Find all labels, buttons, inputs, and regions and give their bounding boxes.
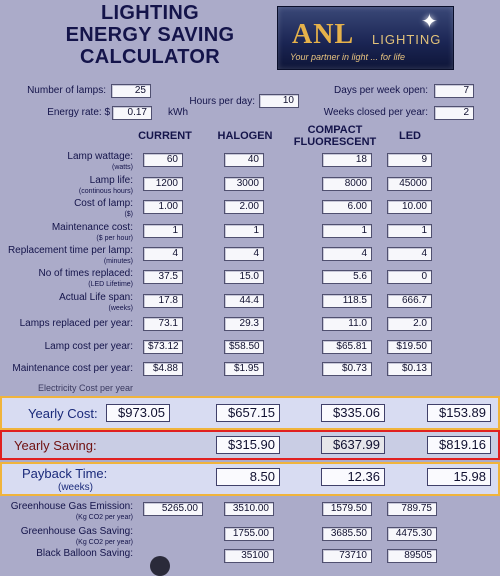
- column-header-current: CURRENT: [138, 130, 192, 142]
- row-value-field[interactable]: 1: [224, 224, 264, 238]
- row-value-field: 15.0: [224, 270, 264, 284]
- weeks-closed-input[interactable]: 2: [434, 106, 474, 120]
- row-label: [0, 268, 133, 290]
- title-line-3: CALCULATOR: [79, 46, 221, 68]
- row-value-field: $0.13: [387, 362, 432, 376]
- number-of-lamps-input[interactable]: 25: [111, 84, 151, 98]
- row-label-text: Lamp life:: [89, 175, 133, 186]
- yearly-saving-halogen: $315.90: [216, 436, 280, 454]
- title-line-2: ENERGY SAVING: [65, 24, 235, 46]
- row-label-unit: ($ per hour): [96, 235, 133, 242]
- emission-value-field: 89505: [387, 549, 437, 563]
- weeks-closed-label: Weeks closed per year:: [323, 107, 428, 118]
- title-line-1: LIGHTING: [101, 2, 199, 24]
- row-value-field[interactable]: 40: [224, 153, 264, 167]
- hours-per-day-label: Hours per day:: [189, 96, 255, 107]
- row-value-field[interactable]: 1.00: [143, 200, 183, 214]
- row-label-text: Lamp cost per year:: [44, 341, 133, 352]
- row-value-field[interactable]: 1: [143, 224, 183, 238]
- row-label-text: Lamp wattage:: [67, 151, 133, 162]
- row-label-text: Maintenance cost:: [51, 222, 133, 233]
- row-value-field: $65.81: [322, 340, 372, 354]
- column-header-cfl: COMPACT FLUORESCENT: [293, 124, 377, 148]
- row-value-field: 17.8: [143, 294, 183, 308]
- row-value-field[interactable]: 1200: [143, 177, 183, 191]
- row-value-field: 0: [387, 270, 432, 284]
- row-value-field: $4.88: [143, 362, 183, 376]
- emission-value-field: 789.75: [387, 502, 437, 516]
- row-label-text: Maintenance cost per year:: [12, 363, 133, 374]
- yearly-cost-current: $973.05: [106, 404, 170, 422]
- row-label-unit: (watts): [112, 164, 133, 171]
- row-value-field[interactable]: 3000: [224, 177, 264, 191]
- row-label-text: Replacement time per lamp:: [7, 245, 133, 256]
- row-value-field[interactable]: 4: [224, 247, 264, 261]
- energy-rate-label: Energy rate: $: [47, 107, 110, 118]
- row-label-unit: (weeks): [108, 305, 133, 312]
- emission-value-field: 35100: [224, 549, 274, 563]
- star-icon: ✦: [421, 11, 438, 33]
- emission-row-label: [0, 526, 133, 548]
- yearly-saving-cfl: $637.99: [321, 436, 385, 454]
- row-value-field[interactable]: 4: [387, 247, 432, 261]
- row-label-unit: ($): [124, 211, 133, 218]
- row-label: [0, 151, 133, 173]
- emission-row-label-unit: (Kg CO2 per year): [75, 514, 133, 521]
- row-value-field: 11.0: [322, 317, 372, 331]
- row-value-field: $58.50: [224, 340, 264, 354]
- row-value-field[interactable]: 45000: [387, 177, 432, 191]
- row-label: [0, 222, 133, 244]
- yearly-cost-led: $153.89: [427, 404, 491, 422]
- row-value-field: 2.0: [387, 317, 432, 331]
- row-value-field[interactable]: 8000: [322, 177, 372, 191]
- row-label-unit: (continous hours): [78, 188, 133, 195]
- logo-tagline: Your partner in light ... for life: [290, 52, 406, 62]
- emission-value-field: 4475.30: [387, 527, 437, 541]
- row-label-text: No of times replaced:: [38, 268, 133, 279]
- row-label-text: Lamps replaced per year:: [19, 318, 133, 329]
- payback-halogen: 8.50: [216, 468, 280, 486]
- company-logo: [277, 6, 454, 70]
- emission-value-field: 1755.00: [224, 527, 274, 541]
- emission-row-label-unit: (Kg CO2 per year): [75, 539, 133, 546]
- row-label: [0, 245, 133, 267]
- row-value-field[interactable]: 6.00: [322, 200, 372, 214]
- row-label: [0, 292, 133, 314]
- logo-brand: ANL: [292, 19, 355, 50]
- payback-led: 15.98: [427, 468, 491, 486]
- electricity-row-partial: Electricity Cost per year: [37, 383, 133, 393]
- row-label-text: Cost of lamp:: [74, 198, 133, 209]
- row-label: [0, 363, 133, 374]
- row-value-field: $73.12: [143, 340, 183, 354]
- emission-value-field: 1579.50: [322, 502, 372, 516]
- row-value-field[interactable]: 9: [387, 153, 432, 167]
- logo-product: LIGHTING: [372, 32, 442, 47]
- row-value-field[interactable]: 4: [322, 247, 372, 261]
- row-value-field[interactable]: 60: [143, 153, 183, 167]
- yearly-saving-label: Yearly Saving:: [14, 438, 97, 453]
- emission-value-field: 3510.00: [224, 502, 274, 516]
- row-value-field: 44.4: [224, 294, 264, 308]
- days-per-week-label: Days per week open:: [334, 85, 428, 96]
- row-label-unit: (LED Lifetime): [88, 281, 133, 288]
- column-header-led: LED: [399, 130, 421, 142]
- row-label-unit: (minutes): [103, 258, 133, 265]
- row-value-field[interactable]: 18: [322, 153, 372, 167]
- yearly-cost-cfl: $335.06: [321, 404, 385, 422]
- hours-per-day-input[interactable]: 10: [259, 94, 299, 108]
- payback-unit: (weeks): [58, 482, 94, 493]
- row-label-text: Actual Life span:: [59, 292, 133, 303]
- row-value-field: 666.7: [387, 294, 432, 308]
- yearly-cost-label: Yearly Cost:: [28, 406, 98, 421]
- row-value-field: $1.95: [224, 362, 264, 376]
- row-value-field[interactable]: 2.00: [224, 200, 264, 214]
- row-value-field: 29.3: [224, 317, 264, 331]
- row-value-field[interactable]: 1: [322, 224, 372, 238]
- row-value-field: 5.6: [322, 270, 372, 284]
- row-value-field[interactable]: 10.00: [387, 200, 432, 214]
- days-per-week-input[interactable]: 7: [434, 84, 474, 98]
- row-label: [0, 175, 133, 197]
- row-value-field: 73.1: [143, 317, 183, 331]
- page-title: [40, 2, 260, 68]
- energy-rate-unit: kWh: [168, 107, 188, 118]
- row-value-field: 37.5: [143, 270, 183, 284]
- number-of-lamps-label: Number of lamps:: [27, 85, 106, 96]
- row-label: [0, 318, 133, 329]
- emission-row-label-text: Greenhouse Gas Saving:: [20, 526, 133, 537]
- column-header-halogen: HALOGEN: [217, 130, 273, 142]
- emission-row-label: [0, 501, 133, 523]
- row-value-field[interactable]: 1: [387, 224, 432, 238]
- row-value-field[interactable]: 4: [143, 247, 183, 261]
- emission-value-field: 5265.00: [143, 502, 203, 516]
- emission-row-label: [0, 548, 133, 559]
- row-value-field: 118.5: [322, 294, 372, 308]
- payback-label: Payback Time:: [22, 466, 108, 481]
- emission-value-field: 3685.50: [322, 527, 372, 541]
- emission-value-field: 73710: [322, 549, 372, 563]
- yearly-cost-halogen: $657.15: [216, 404, 280, 422]
- row-label: [0, 341, 133, 352]
- payback-cfl: 12.36: [321, 468, 385, 486]
- emission-row-label-text: Greenhouse Gas Emission:: [10, 501, 133, 512]
- row-label: [0, 198, 133, 220]
- row-value-field: $19.50: [387, 340, 432, 354]
- scroll-knob-icon[interactable]: [150, 556, 170, 576]
- row-value-field: $0.73: [322, 362, 372, 376]
- emission-row-label-text: Black Balloon Saving:: [36, 548, 133, 559]
- energy-rate-input[interactable]: 0.17: [112, 106, 152, 120]
- yearly-saving-led: $819.16: [427, 436, 491, 454]
